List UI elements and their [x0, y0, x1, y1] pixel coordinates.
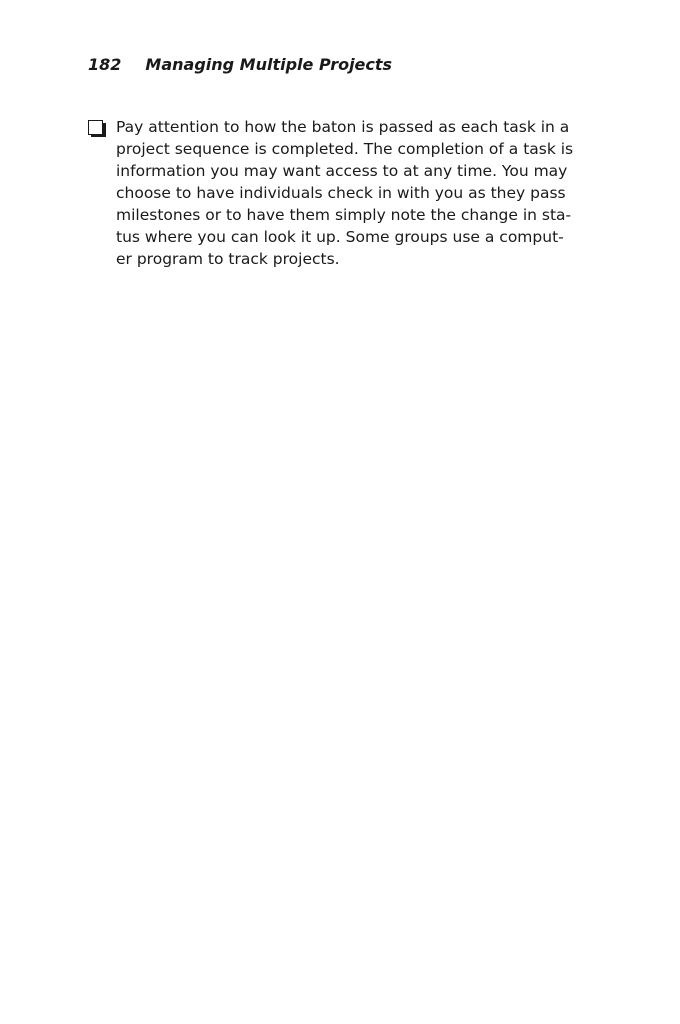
checkbox-icon [88, 120, 105, 137]
bullet-text-line: tus where you can look it up. Some groups use a comput- [116, 228, 564, 246]
bullet-text-line: choose to have individuals check in with you as they pass [116, 184, 566, 202]
running-head [88, 54, 392, 76]
bullet-text-line: er program to track projects. [116, 250, 340, 268]
bullet-text-line: milestones or to have them simply note the change in sta- [116, 206, 572, 224]
bullet-text-line: information you may want access to at any time. You may [116, 162, 568, 180]
page-number: 182 [88, 55, 122, 74]
bullet-text-line: Pay attention to how the baton is passed as each task in a [116, 118, 570, 136]
running-title: Managing Multiple Projects [145, 55, 393, 74]
bullet-text-line: project sequence is completed. The completion of a task is [116, 140, 574, 158]
bullet-text [116, 116, 616, 270]
